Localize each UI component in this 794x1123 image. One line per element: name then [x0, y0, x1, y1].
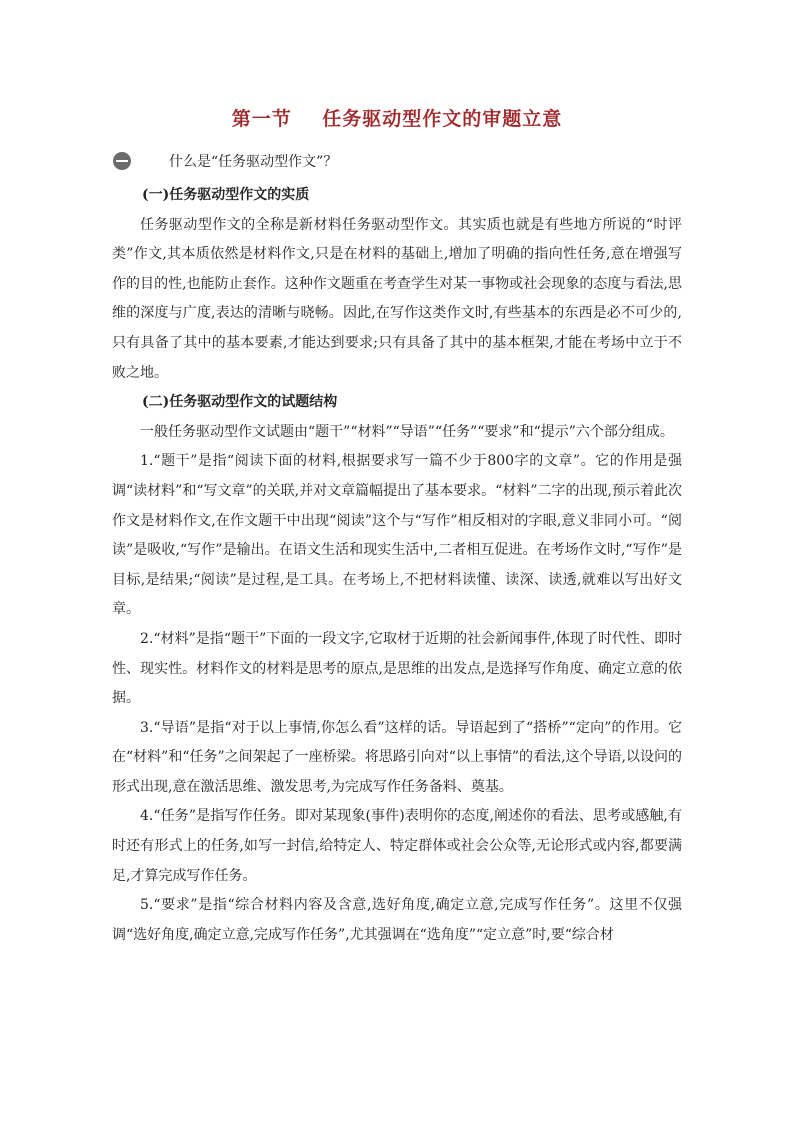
paragraph: 4.“任务”是指写作任务。即对某现象(事件)表明你的态度,阐述你的看法、思考或感触,有时还有形式上的任务,如写一封信,给特定人、特定群体或社会公众等,无论形式或内容,都要满足,才算完成写作任务。 — [112, 808, 682, 884]
section-heading: (一)任务驱动型作文的实质 — [142, 187, 310, 203]
paragraph: 一般任务驱动型作文试题由“题干”“材料”“导语”“任务”“要求”和“提示”六个部分组成。 — [140, 423, 674, 440]
paragraph: 1.“题干”是指“阅读下面的材料,根据要求写一篇不少于800字的文章”。它的作用是强调“读材料”和“写文章”的关联,并对文章篇幅提出了基本要求。“材料”二字的出现,预示着此次作文是材料作文,在作文题干中出现“阅读”这个与“写作”相反相对的字眼,意义非同小可。“阅读”是吸收,“写作”是输出。在语文生活和现实生活中,二者相互促进。在考场作文时,“写作”是目标,是结果;“阅读”是过程,是工具。在考场上,不把材料读懂、读深、读透,就难以写出好文章。 — [112, 453, 682, 618]
paragraph: 5.“要求”是指“综合材料内容及含意,选好角度,确定立意,完成写作任务”。这里不仅强调“选好角度,确定立意,完成写作任务”,尤其强调在“选角度”“定立意”时,要“综合材 — [112, 897, 682, 943]
paragraph: 任务驱动型作文的全称是新材料任务驱动型作文。其实质也就是有些地方所说的“时评类”作文,其本质依然是材料作文,只是在材料的基础上,增加了明确的指向性任务,意在增强写作的目的性,也能防止套作。这种作文题重在考查学生对某一事物或社会现象的态度与看法,思维的深度与广度,表达的清晰与晓畅。因此,在写作这类作文时,有些基本的东西是必不可少的,只有具备了其中的基本要素,才能达到要求;只有具备了其中的基本框架,才能在考场中立于不败之地。 — [112, 216, 682, 381]
paragraph: 2.“材料”是指“题干”下面的一段文字,它取材于近期的社会新闻事件,体现了时代性、即时性、现实性。材料作文的材料是思考的原点,是思维的出发点,是选择写作角度、确定立意的依据。 — [112, 630, 682, 707]
question-text: 什么是“任务驱动型作文”？ — [169, 154, 338, 170]
question-row — [113, 150, 337, 172]
page-title: 第一节 任务驱动型作文的审题立意 — [231, 108, 563, 130]
section-heading: (二)任务驱动型作文的试题结构 — [142, 394, 338, 411]
minus-circle-icon — [113, 152, 131, 170]
document-body — [112, 181, 682, 950]
paragraph: 3.“导语”是指“对于以上事情,你怎么看”这样的话。导语起到了“搭桥”“定向”的作用。它在“材料”和“任务”之间架起了一座桥梁。将思路引向对“以上事情”的看法,这个导语,以设问的形式出现,意在激活思维、激发思考,为完成写作任务备料、奠基。 — [112, 719, 682, 795]
